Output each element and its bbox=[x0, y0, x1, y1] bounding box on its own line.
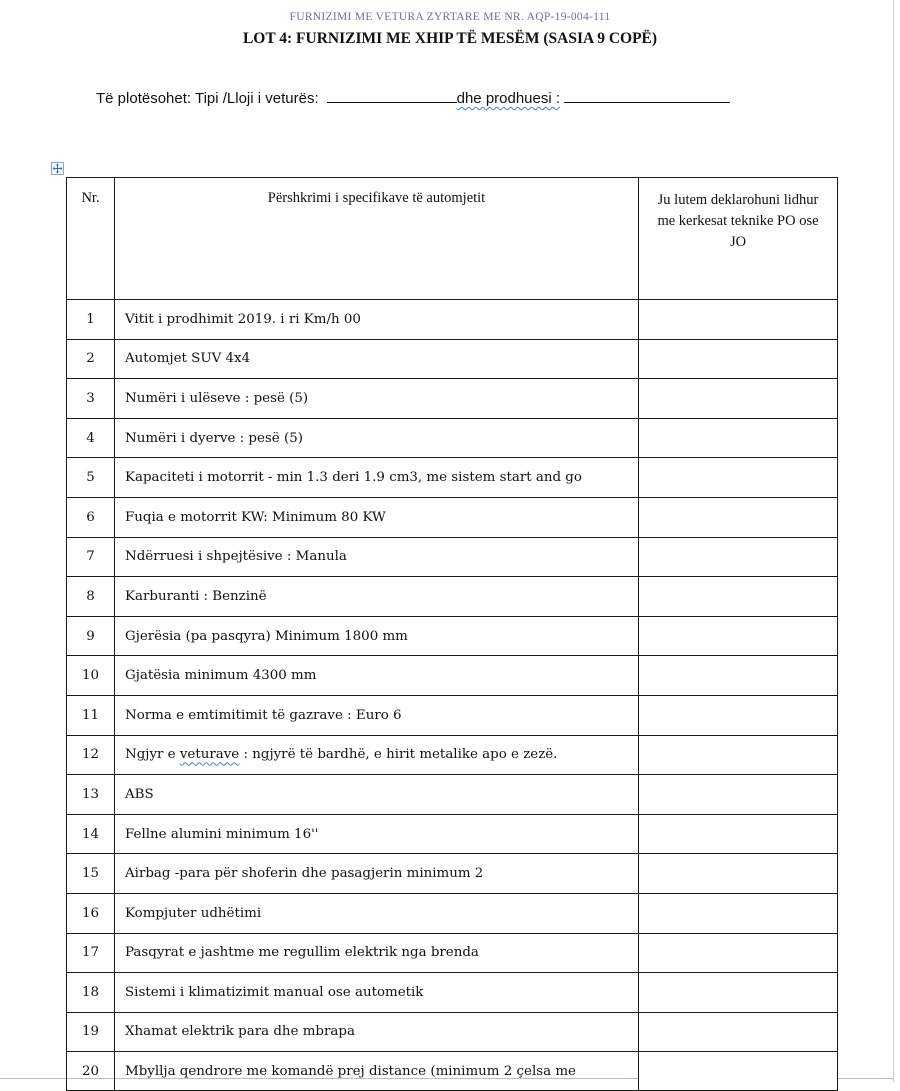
row-number: 10 bbox=[67, 656, 115, 696]
row-answer-cell[interactable] bbox=[639, 933, 838, 973]
row-number: 20 bbox=[67, 1052, 115, 1091]
row-answer-cell[interactable] bbox=[639, 973, 838, 1013]
table-row bbox=[67, 458, 838, 498]
row-answer-cell[interactable] bbox=[639, 656, 838, 696]
row-description: Vitit i prodhimit 2019. i ri Km/h 00 bbox=[115, 300, 639, 340]
row-number: 17 bbox=[67, 933, 115, 973]
row-number: 11 bbox=[67, 695, 115, 735]
row-description: Sistemi i klimatizimit manual ose autometik bbox=[115, 973, 639, 1013]
row-number: 16 bbox=[67, 893, 115, 933]
row-description: Gjerësia (pa pasqyra) Minimum 1800 mm bbox=[115, 616, 639, 656]
vehicle-type-fill-line bbox=[96, 90, 730, 107]
row-description: Automjet SUV 4x4 bbox=[115, 339, 639, 379]
row-description: Mbyllja qendrore me komandë prej distance (minimum 2 çelsa me bbox=[115, 1052, 639, 1091]
page-edge bbox=[893, 0, 894, 1082]
row-number: 3 bbox=[67, 379, 115, 419]
vehicle-type-blank[interactable] bbox=[327, 90, 457, 103]
row-answer-cell[interactable] bbox=[639, 814, 838, 854]
table-row bbox=[67, 933, 838, 973]
manufacturer-label-text: dhe prodhuesi : bbox=[456, 90, 561, 107]
row-answer-cell[interactable] bbox=[639, 339, 838, 379]
table-row bbox=[67, 695, 838, 735]
row-description: Norma e emtimitimit të gazrave : Euro 6 bbox=[115, 695, 639, 735]
row-answer-cell[interactable] bbox=[639, 577, 838, 617]
row-description: Karburanti : Benzinë bbox=[115, 577, 639, 617]
row-description: Ndërruesi i shpejtësive : Manula bbox=[115, 537, 639, 577]
row-description: ABS bbox=[115, 775, 639, 815]
row-number: 18 bbox=[67, 973, 115, 1013]
table-row bbox=[67, 973, 838, 1013]
row-answer-cell[interactable] bbox=[639, 418, 838, 458]
row-number: 8 bbox=[67, 577, 115, 617]
header-declaration: Ju lutem deklarohuni lidhur me kerkesat teknike PO ose JO bbox=[639, 178, 838, 300]
row-description: Xhamat elektrik para dhe mbrapa bbox=[115, 1012, 639, 1052]
table-row bbox=[67, 1052, 838, 1091]
row-description: Fuqia e motorrit KW: Minimum 80 KW bbox=[115, 497, 639, 537]
row-description-part: : ngjyrë të bardhë, e hirit metalike apo e zezë. bbox=[239, 747, 558, 763]
row-answer-cell[interactable] bbox=[639, 854, 838, 894]
table-row bbox=[67, 814, 838, 854]
table-row bbox=[67, 418, 838, 458]
row-description: Kapaciteti i motorrit - min 1.3 deri 1.9 cm3, me sistem start and go bbox=[115, 458, 639, 498]
row-number: 14 bbox=[67, 814, 115, 854]
header-description: Përshkrimi i specifikave të automjetit bbox=[115, 178, 639, 300]
row-answer-cell[interactable] bbox=[639, 775, 838, 815]
table-row bbox=[67, 300, 838, 340]
row-answer-cell[interactable] bbox=[639, 537, 838, 577]
row-number: 6 bbox=[67, 497, 115, 537]
table-row bbox=[67, 656, 838, 696]
row-answer-cell[interactable] bbox=[639, 735, 838, 775]
row-number: 9 bbox=[67, 616, 115, 656]
procurement-reference: FURNIZIMI ME VETURA ZYRTARE ME NR. AQP-19-004-111 bbox=[289, 11, 611, 23]
row-answer-cell[interactable] bbox=[639, 1052, 838, 1091]
row-description: Kompjuter udhëtimi bbox=[115, 893, 639, 933]
row-description-part: Ngjyr e bbox=[125, 747, 180, 763]
row-number: 15 bbox=[67, 854, 115, 894]
row-answer-cell[interactable] bbox=[639, 1012, 838, 1052]
row-description: Airbag -para për shoferin dhe pasagjerin minimum 2 bbox=[115, 854, 639, 894]
table-row bbox=[67, 379, 838, 419]
row-number: 4 bbox=[67, 418, 115, 458]
row-description: Pasqyrat e jashtme me regullim elektrik nga brenda bbox=[115, 933, 639, 973]
lot-title: LOT 4: FURNIZIMI ME XHIP TË MESËM (SASIA 9 COPË) bbox=[242, 30, 658, 47]
manufacturer-label bbox=[457, 90, 560, 107]
vehicle-type-label: Të plotësohet: Tipi /Lloji i veturës: bbox=[96, 90, 319, 107]
row-number: 5 bbox=[67, 458, 115, 498]
row-answer-cell[interactable] bbox=[639, 379, 838, 419]
manufacturer-blank[interactable] bbox=[564, 90, 730, 103]
row-description bbox=[115, 735, 639, 775]
vehicle-spec-table bbox=[66, 177, 838, 1091]
row-description: Gjatësia minimum 4300 mm bbox=[115, 656, 639, 696]
table-row bbox=[67, 854, 838, 894]
row-number: 7 bbox=[67, 537, 115, 577]
table-row bbox=[67, 735, 838, 775]
row-answer-cell[interactable] bbox=[639, 497, 838, 537]
row-answer-cell[interactable] bbox=[639, 695, 838, 735]
table-row bbox=[67, 497, 838, 537]
row-description: Numëri i dyerve : pesë (5) bbox=[115, 418, 639, 458]
row-description: Fellne alumini minimum 16'' bbox=[115, 814, 639, 854]
row-answer-cell[interactable] bbox=[639, 458, 838, 498]
row-description-flagged-word: veturave bbox=[179, 747, 240, 763]
table-row bbox=[67, 537, 838, 577]
row-number: 12 bbox=[67, 735, 115, 775]
table-header-row bbox=[67, 178, 838, 300]
table-row bbox=[67, 1012, 838, 1052]
table-row bbox=[67, 893, 838, 933]
table-row bbox=[67, 577, 838, 617]
row-answer-cell[interactable] bbox=[639, 893, 838, 933]
table-row bbox=[67, 616, 838, 656]
row-answer-cell[interactable] bbox=[639, 300, 838, 340]
row-number: 19 bbox=[67, 1012, 115, 1052]
row-number: 1 bbox=[67, 300, 115, 340]
table-row bbox=[67, 775, 838, 815]
row-description: Numëri i ulëseve : pesë (5) bbox=[115, 379, 639, 419]
header-number: Nr. bbox=[67, 178, 115, 300]
table-row bbox=[67, 339, 838, 379]
row-number: 13 bbox=[67, 775, 115, 815]
row-number: 2 bbox=[67, 339, 115, 379]
row-answer-cell[interactable] bbox=[639, 616, 838, 656]
table-move-handle-icon[interactable] bbox=[51, 162, 64, 175]
